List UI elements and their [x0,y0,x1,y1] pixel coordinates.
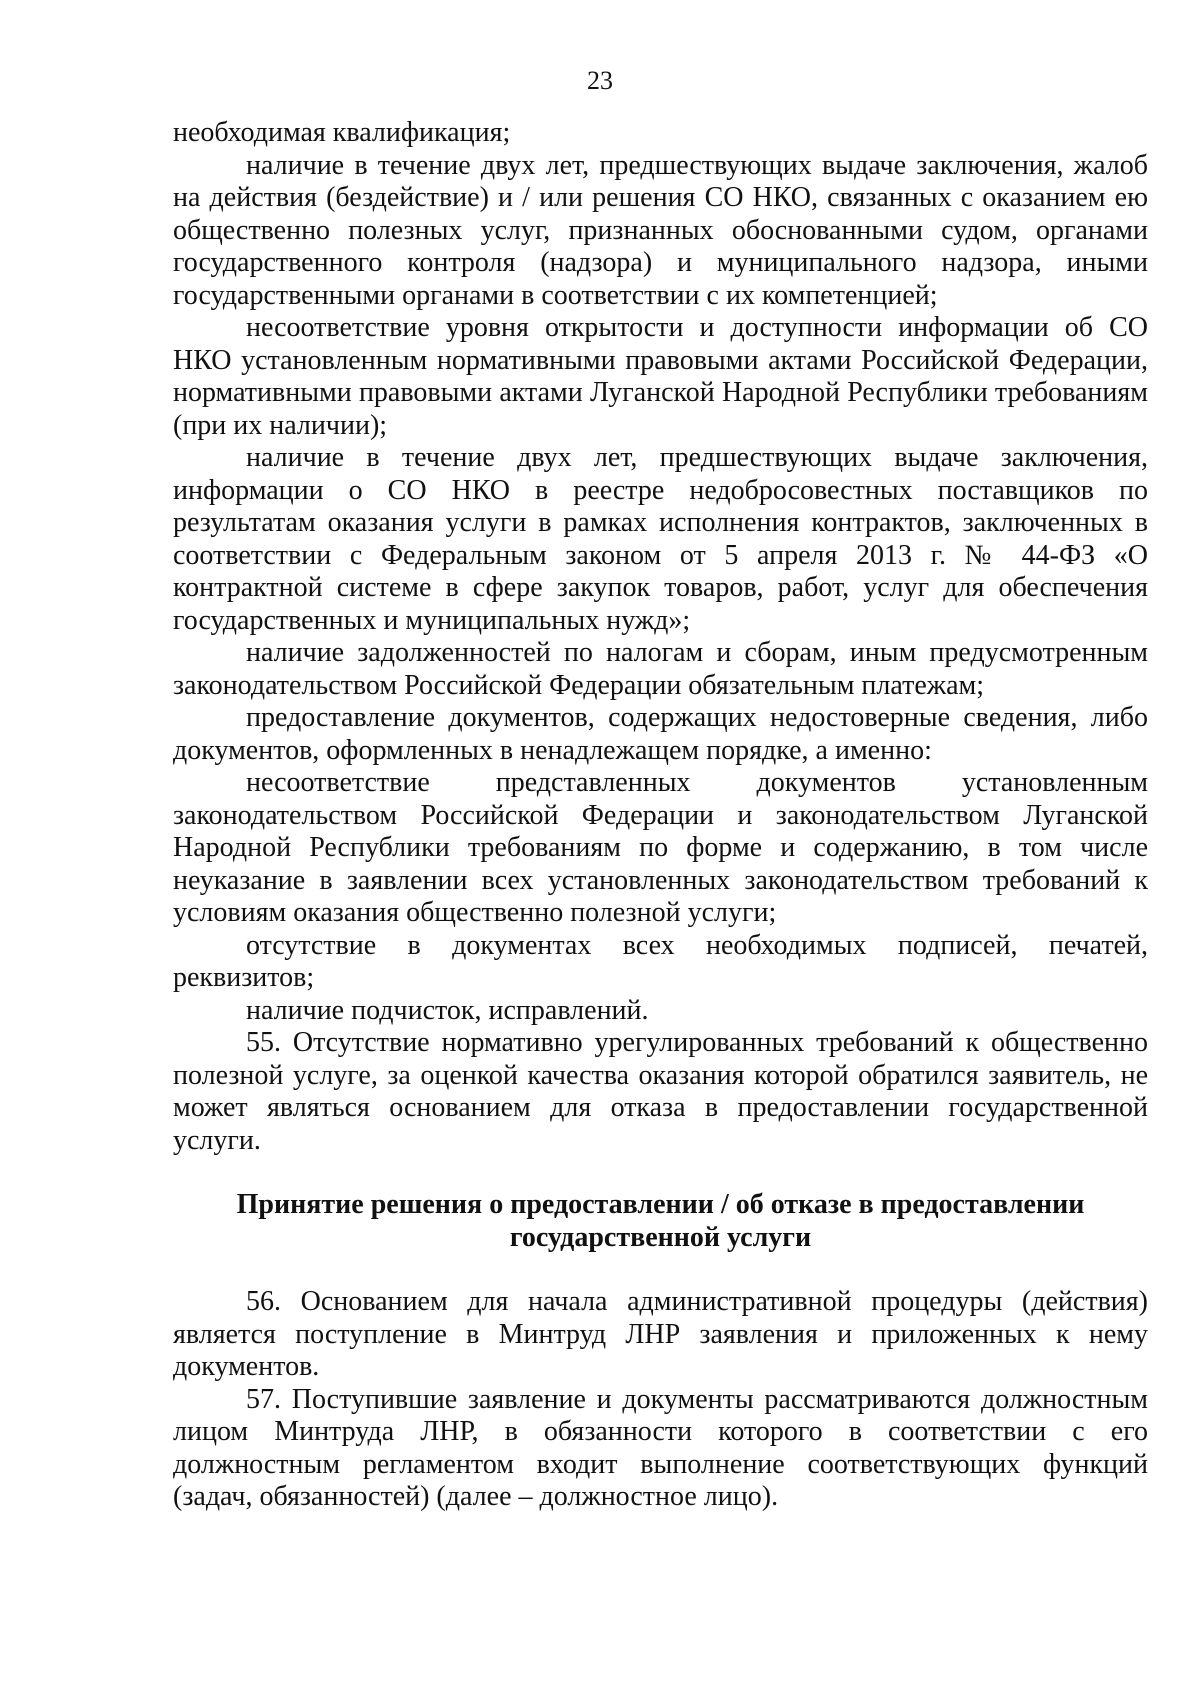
section-heading-line-2: государственной услуги [509,1221,812,1253]
paragraph: наличие в течение двух лет, предшествующих выдаче заключения, жалоб на действия (бездействие) и / или решения СО НКО, связанных с оказанием ею общественно полезных услуг, признанных обоснованными судом, органами государственного контроля (надзора) и муниципального надзора, иными государственными органами в соответствии с их компетенцией; [173,149,1148,311]
paragraph-55: 55. Отсутствие нормативно урегулированных требований к общественно полезной услуге, за оценкой качества оказания которой обратился заявитель, не может являться основанием для отказа в предоставлении государственной услуги. [173,1027,1148,1156]
paragraph-57: 57. Поступившие заявление и документы рассматриваются должностным лицом Минтруда ЛНР, в обязанности которого в соответствии с его должностным регламентом входит выполнение соответствующих функций (задач, обязанностей) (далее – должностное лицо). [173,1383,1148,1512]
paragraph: наличие задолженностей по налогам и сборам, иным предусмотренным законодательством Российской Федерации обязательным платежам; [173,637,1148,701]
paragraph: несоответствие уровня открытости и доступности информации об СО НКО установленным нормативными правовыми актами Российской Федерации, нормативными правовыми актами Луганской Народной Республики требованиям (при их наличии); [173,312,1148,441]
section-heading [173,1189,1148,1254]
section-heading-line-1: Принятие решения о предоставлении / об отказе в предоставлении [236,1189,1085,1220]
document-body [173,117,1148,1514]
paragraph-56: 56. Основанием для начала административной процедуры (действия) является поступление в Минтруд ЛНР заявления и приложенных к нему документов. [173,1286,1148,1382]
paragraph: отсутствие в документах всех необходимых подписей, печатей, реквизитов; [173,929,1148,993]
paragraph: наличие в течение двух лет, предшествующих выдаче заключения, информации о СО НКО в реестре недобросовестных поставщиков по результатам оказания услуги в рамках исполнения контрактов, заключенных в соответствии с Федеральным законом от 5 апреля 2013 г. № 44-ФЗ «О контрактной системе в сфере закупок товаров, работ, услуг для обеспечения государственных и муниципальных нужд»; [173,442,1148,636]
paragraph: предоставление документов, содержащих недостоверные сведения, либо документов, оформленных в ненадлежащем порядке, а именно: [173,702,1148,766]
paragraph: наличие подчисток, исправлений. [246,994,649,1026]
page-number: 23 [587,66,613,95]
paragraph: необходимая квалификация; [173,117,511,148]
paragraph: несоответствие представленных документов установленным законодательством Российской Федерации и законодательством Луганской Народной Республики требованиям по форме и содержанию, в том числе неуказание в заявлении всех установленных законодательством требований к условиям оказания общественно полезной услуги; [173,767,1148,928]
